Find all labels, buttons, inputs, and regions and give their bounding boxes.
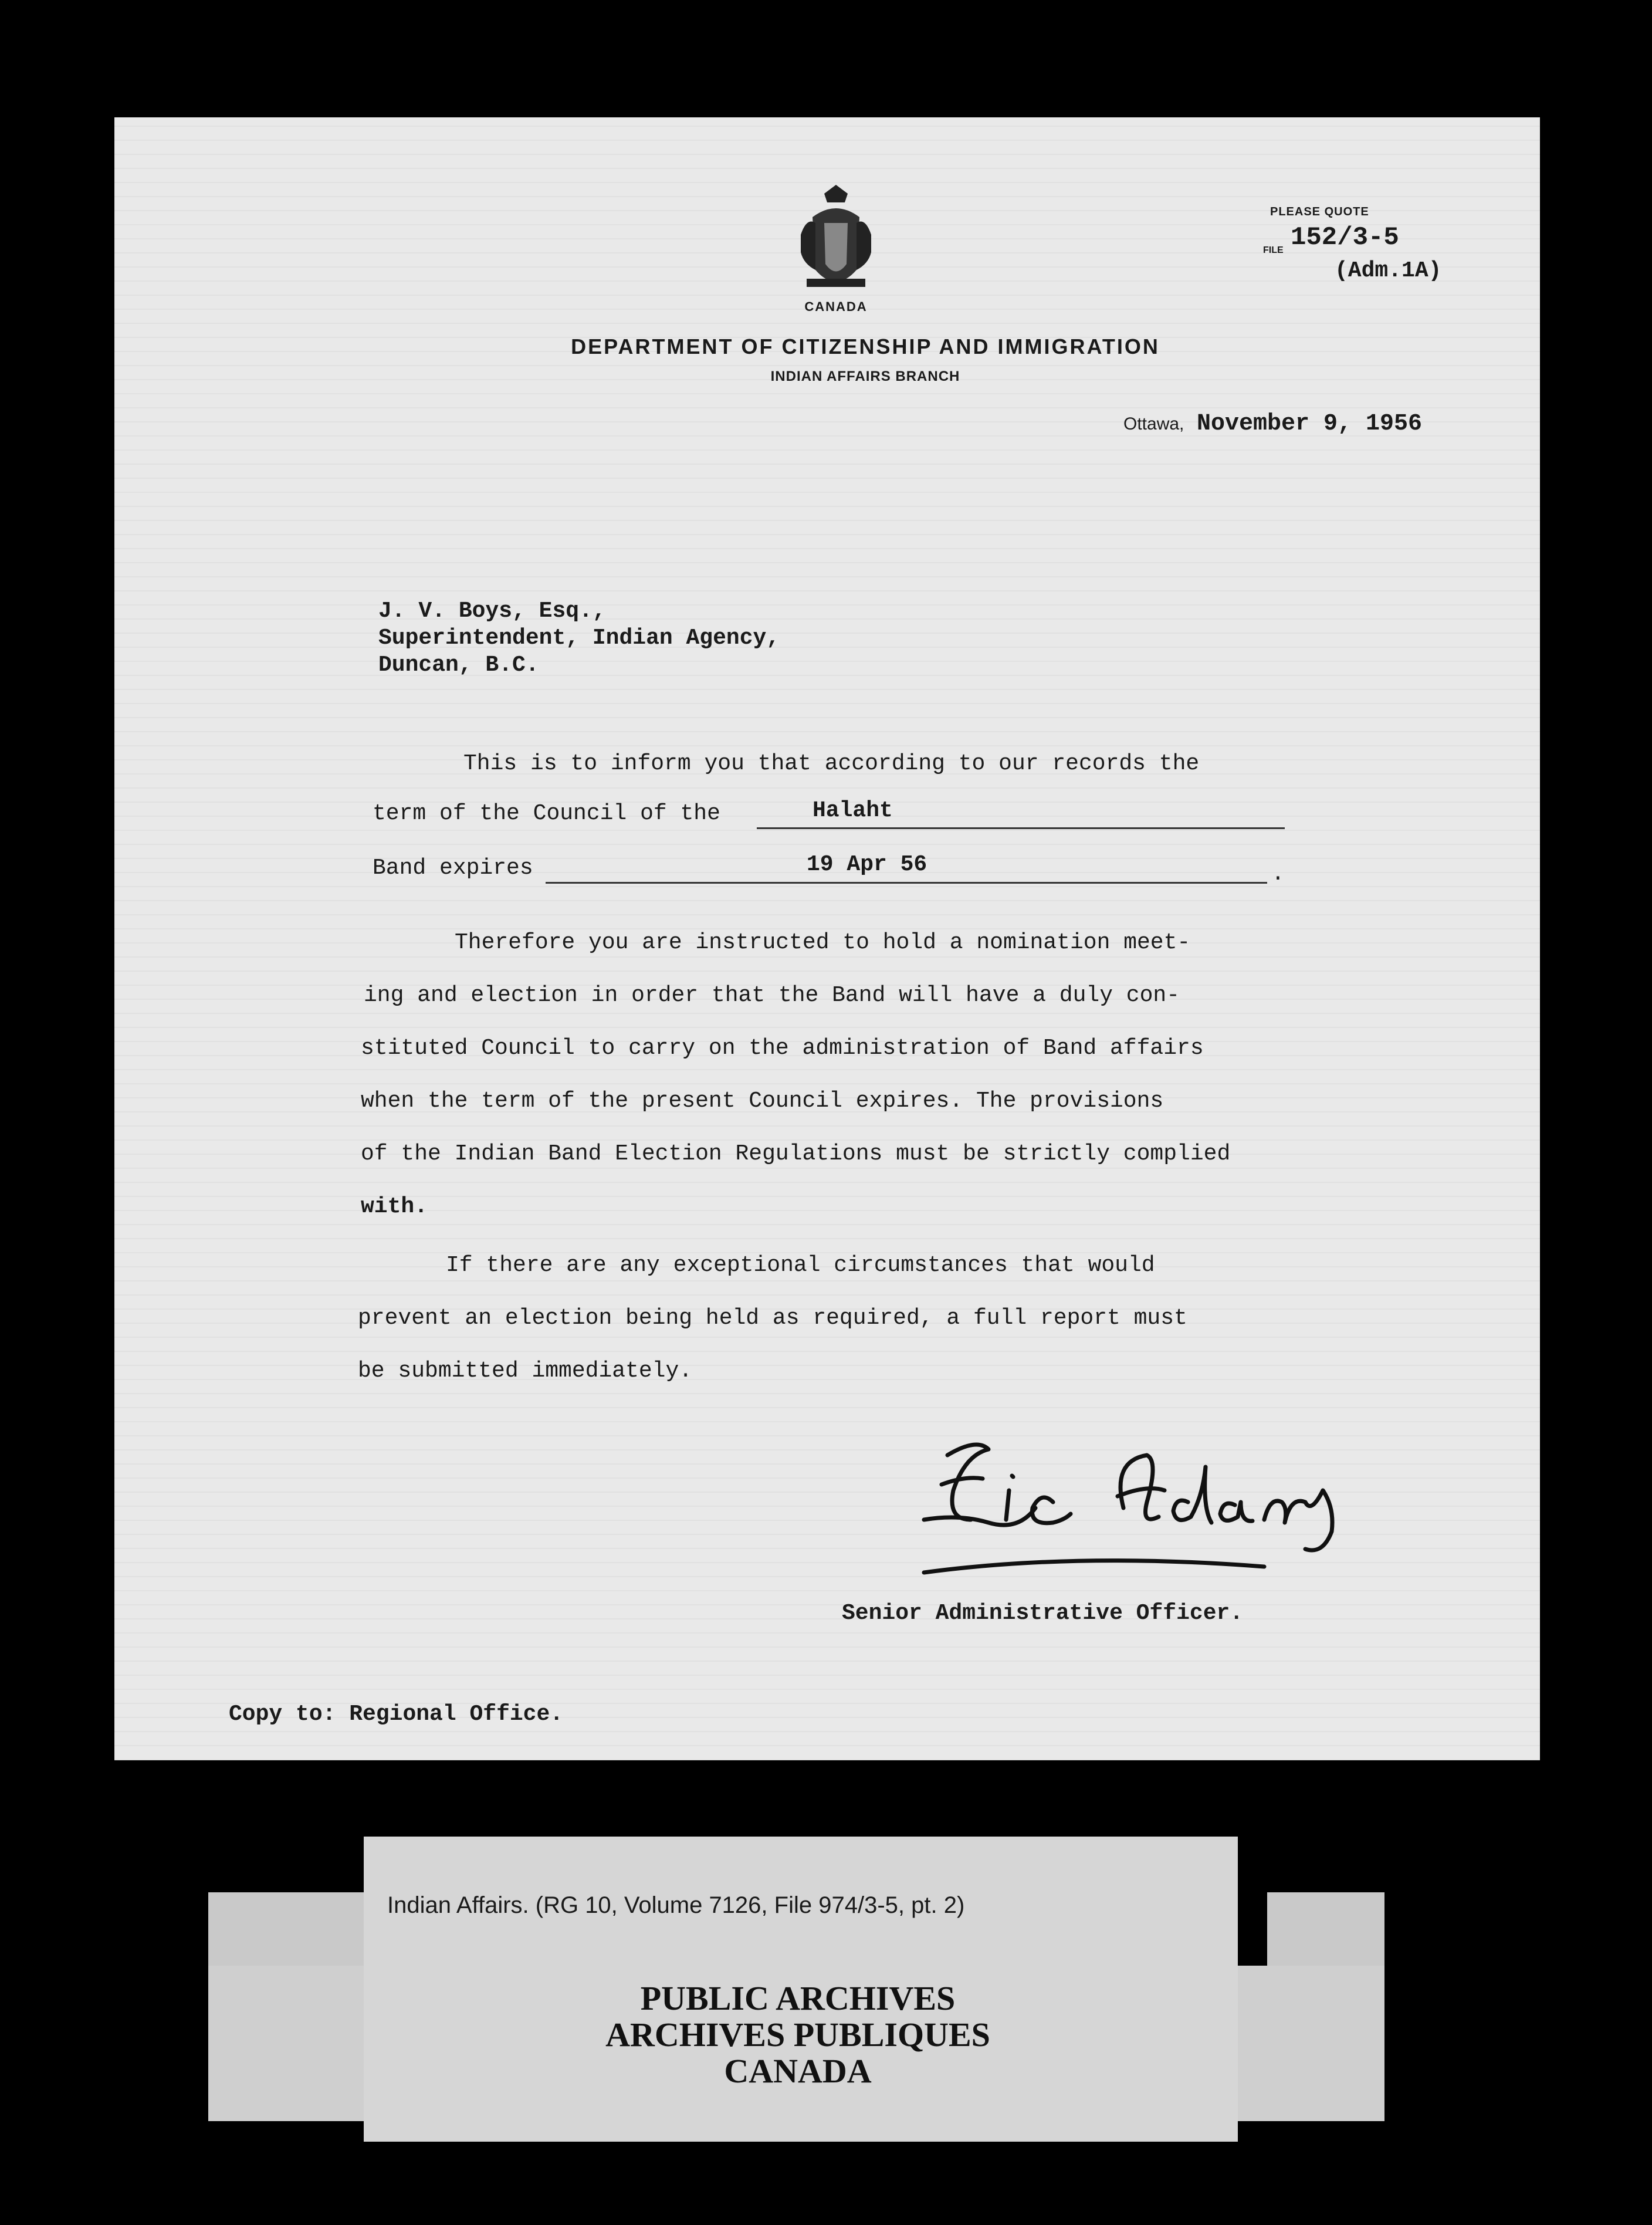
expiry-value: 19 Apr 56 xyxy=(807,852,927,877)
handwritten-signature xyxy=(901,1420,1399,1596)
addressee-line-3: Duncan, B.C. xyxy=(378,652,539,678)
archive-stamp-line-2: ARCHIVES PUBLIQUES xyxy=(605,2016,990,2054)
archive-stamp-line-3: CANADA xyxy=(724,2052,872,2090)
body-line: Band expires xyxy=(373,855,533,881)
signatory-title: Senior Administrative Officer. xyxy=(842,1601,1244,1626)
date-value: November 9, 1956 xyxy=(1196,411,1423,437)
archive-reference: Indian Affairs. (RG 10, Volume 7126, File 974/3-5, pt. 2) xyxy=(387,1892,965,1918)
body-line: term of the Council of the xyxy=(373,801,720,826)
file-prefix: FILE xyxy=(1263,245,1284,255)
body-line: This is to inform you that according to our records the xyxy=(463,751,1200,776)
body-line: prevent an election being held as required, a full report must xyxy=(358,1306,1187,1331)
body-line: ing and election in order that the Band will have a duly con- xyxy=(364,983,1180,1008)
expiry-fill-line xyxy=(546,882,1267,884)
letter-date xyxy=(1123,411,1422,437)
letterhead-branch: INDIAN AFFAIRS BRANCH xyxy=(770,368,960,384)
body-line: be submitted immediately. xyxy=(358,1358,693,1384)
body-line: when the term of the present Council expires. The provisions xyxy=(361,1088,1164,1114)
letter-sheet xyxy=(114,117,1540,1760)
addressee-line-2: Superintendent, Indian Agency, xyxy=(378,625,780,651)
file-subnumber: (Adm.1A) xyxy=(1335,258,1442,283)
letterhead-department: DEPARTMENT OF CITIZENSHIP AND IMMIGRATION xyxy=(571,334,1160,359)
date-city: Ottawa, xyxy=(1123,414,1184,434)
body-line: If there are any exceptional circumstances that would xyxy=(446,1253,1155,1278)
band-name-fill-line xyxy=(757,827,1285,829)
addressee-line-1: J. V. Boys, Esq., xyxy=(378,598,606,624)
body-line: Therefore you are instructed to hold a nomination meet- xyxy=(455,930,1191,955)
body-line: stituted Council to carry on the administration of Band affairs xyxy=(361,1036,1204,1061)
body-line: of the Indian Band Election Regulations must be strictly complied xyxy=(361,1141,1231,1166)
body-line-period: . xyxy=(1271,861,1285,887)
band-name-value: Halaht xyxy=(813,798,893,823)
letterhead-country: CANADA xyxy=(804,299,868,314)
body-line: with. xyxy=(361,1194,428,1219)
file-number: 152/3-5 xyxy=(1291,223,1399,252)
copy-to-line: Copy to: Regional Office. xyxy=(229,1702,564,1727)
file-quote-label: PLEASE QUOTE xyxy=(1270,205,1369,218)
coat-of-arms-icon xyxy=(789,182,883,299)
archive-stamp-line-1: PUBLIC ARCHIVES xyxy=(640,1979,956,2017)
